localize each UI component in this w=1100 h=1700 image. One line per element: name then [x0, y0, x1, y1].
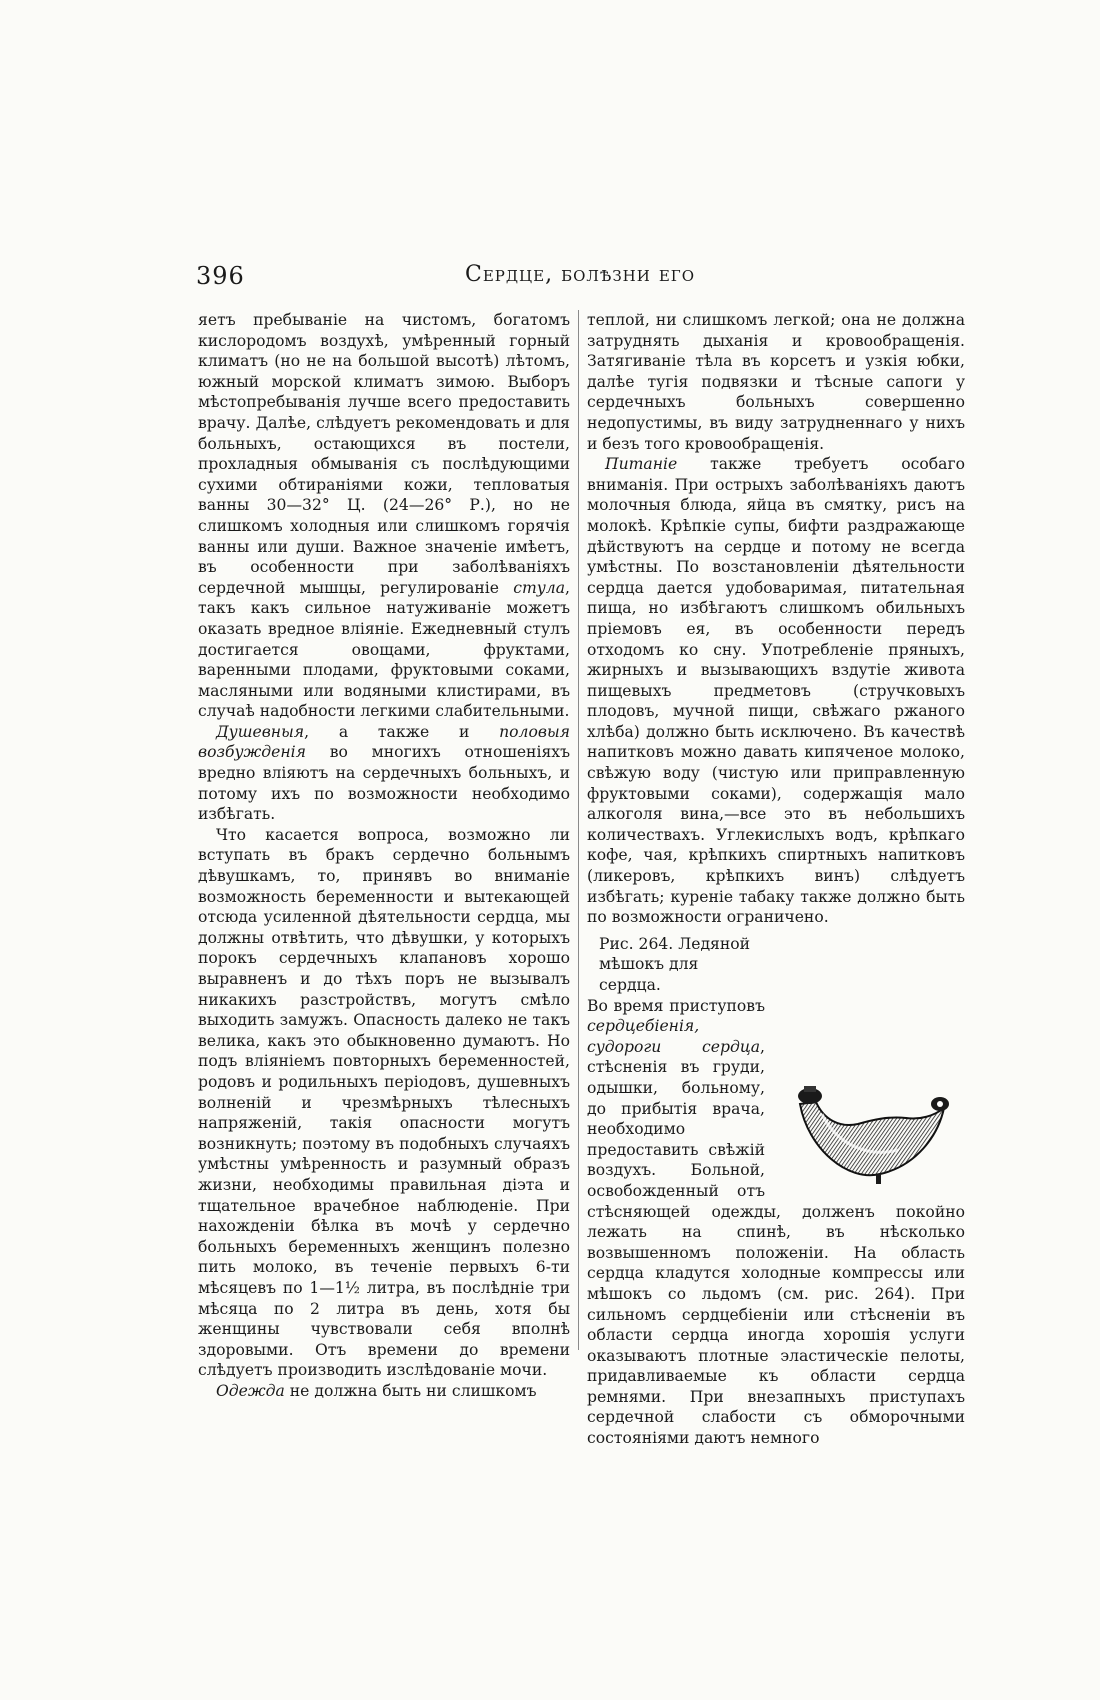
- paragraph-nutrition: Питаніе также требуетъ особаго вниманія. При острыхъ заболѣваніяхъ даютъ молочныя блюда, яйца въ смятку, рисъ на молокѣ. Крѣпкіе супы, бифти раздражающе дѣйствуютъ на сердце и потому не всегда умѣстны. По возстановленіи дѣятельности сердца дается удобоваримая, питательная пища, но избѣгаютъ слишкомъ обильныхъ пріемовъ ея, въ особенности передъ отходомъ ко сну. Употребленіе пряныхъ, жирныхъ и вызывающихъ вздутіе живота пищевыхъ предметовъ (стручковыхъ плодовъ, мучной пищи, свѣжаго ржаного хлѣба) должно быть исключено. Въ качествѣ напитковъ можно давать кипяченое молоко, свѣжую воду (чистую или приправленную фруктовыми соками), содержащія мало алкоголя вина,—все это въ небольшихъ количествахъ. Углекислыхъ водъ, крѣпкаго кофе, чая, крѣпкихъ спиртныхъ напитковъ (ликеровъ, крѣпкихъ винъ) слѣдуетъ избѣгать; куреніе табаку также должно быть по возможности ограничено.: [587, 455, 965, 927]
- ice-bag-illustration: [788, 1074, 958, 1194]
- emphasis-stool: стула: [513, 578, 566, 597]
- page-header: [196, 262, 964, 302]
- paragraph-stay-and-bathing: яетъ пребываніе на чистомъ, богатомъ кислородомъ воздухѣ, умѣренный горный климатъ (но не на большой высотѣ) лѣтомъ, южный морской климатъ зимою. Выборъ мѣстопребыванія лучше всего предоставить врачу. Далѣе, слѣдуетъ рекомендовать и для больныхъ, остающихся въ постели, прохладныя обмыванія съ послѣдующими сухими обтираніями кожи, тепловатыя ванны 30—32° Ц. (24—26° Р.), но не слишкомъ холодныя или слишкомъ горячія ванны или души. Важное значеніе имѣетъ, въ особенности при заболѣваніяхъ сердечной мышцы, регулированіе стула, такъ какъ сильное натуживаніе можетъ оказать вредное вліяніе. Ежедневный стулъ достигается овощами, фруктами, варенными плодами, фруктовыми соками, масляными или водяными клистирами, въ случаѣ надобности легкими слабительными.: [198, 311, 570, 721]
- paragraph-emotions: Душевныя, а также и половыя возбужденія во многихъ отношеніяхъ вредно вліяютъ на сердечныхъ больныхъ, и потому ихъ по возможности необходимо избѣгать.: [198, 722, 570, 824]
- right-column: теплой, ни слишкомъ легкой; она не должна затруднять дыханія и кровообращенія. Затягиваніе тѣла въ корсетъ и узкія юбки, далѣе тугія подвязки и тѣсные сапоги у сердечныхъ больныхъ совершенно недопустимы, въ виду затрудненнаго у нихъ и безъ того кровообращенія. Питаніе также требуетъ особаго вниманія. При острыхъ заболѣваніяхъ даютъ молочныя блюда, яйца въ смятку, рисъ на молокѣ. Крѣпкіе супы, бифти раздражающе дѣйствуютъ на сердце и потому не всегда умѣстны. По возстановленіи дѣятельности сердца дается удобоваримая, питательная пища, но избѣгаютъ слишкомъ обильныхъ пріемовъ ея, въ особенности передъ отходомъ ко сну. Употребленіе пряныхъ, жирныхъ и вызывающихъ вздутіе живота пищевыхъ предметовъ (стручковыхъ плодовъ, мучной пищи, свѣжаго ржаного хлѣба) должно быть исключено. Въ качествѣ напитковъ можно давать кипяченое молоко, свѣжую воду (чистую или приправленную фруктовыми соками), содержащія мало алкоголя вина,—все это въ небольшихъ количествахъ. Углекислыхъ водъ, крѣпкаго кофе, чая, крѣпкихъ спиртныхъ напитковъ (ликеровъ, крѣпкихъ винъ) слѣдуетъ избѣгать; куреніе табаку также должно быть по возможности ограничено. Рис. 264. Ледяной мѣшокъ для сердца. Во время приступовъ сердцебіенія, судороги сердца, стѣсненія въ груди, одышки, больному, до прибытія врача, необходимо предоставить свѣжій воздухъ. Больной, освобожденный отъ стѣсняющей одежды, долженъ покойно лежать на спинѣ, въ нѣсколько возвышенномъ положеніи. На область сердца кладутся холодные компрессы или мѣшокъ со льдомъ (см. рис. 264). При сильномъ сердцебіеніи или стѣсненіи въ области сердца иногда хорошія услуги оказываютъ плотные эластическіе пелоты, придавливаемые къ области сердца ремнями. При внезапныхъ приступахъ сердечной слабости съ обморочными состояніями даютъ немного: [587, 310, 965, 1449]
- emphasis-palpitations: сердцебіенія, судороги сердца: [587, 1017, 761, 1056]
- column-divider: [578, 310, 579, 1350]
- page-number: 396: [196, 262, 245, 290]
- left-column: [198, 310, 570, 1401]
- emphasis-sexual-excitement: половыя возбужденія: [198, 722, 570, 762]
- figure-264: [773, 1070, 973, 1194]
- paragraph-clothing-start: Одежда не должна быть ни слишкомъ: [216, 1381, 537, 1400]
- emphasis-clothing: Одежда: [216, 1381, 285, 1400]
- figure-caption: Рис. 264. Ледяной мѣшокъ для сердца.: [599, 934, 751, 994]
- running-title: Сердце, болѣзни его: [464, 262, 696, 287]
- paragraph-clothing-end: теплой, ни слишкомъ легкой; она не должна затруднять дыханія и кровообращенія. Затягиваніе тѣла въ корсетъ и узкія юбки, далѣе тугія подвязки и тѣсные сапоги у сердечныхъ больныхъ совершенно недопустимы, въ виду затрудненнаго у нихъ и безъ того кровообращенія.: [587, 311, 965, 453]
- emphasis-emotional: Душевныя: [216, 722, 305, 741]
- emphasis-nutrition: Питаніе: [605, 455, 678, 474]
- paragraph-marriage: Что касается вопроса, возможно ли вступать въ бракъ сердечно больнымъ дѣвушкамъ, то, принявъ во вниманіе возможность беременности и вытекающей отсюда усиленной дѣятельности сердца, мы должны отвѣтить, что дѣвушки, у которыхъ порокъ сердечныхъ клапановъ хорошо выравненъ и до тѣхъ поръ не вызывалъ никакихъ разстройствъ, могутъ смѣло выходить замужъ. Опасность далеко не такъ велика, какъ это обыкновенно думаютъ. Но подъ вліяніемъ повторныхъ беременностей, родовъ и родильныхъ періодовъ, душевныхъ волненій и чрезмѣрныхъ тѣлесныхъ напряженій, такія опасности могутъ возникнуть; поэтому въ подобныхъ случаяхъ умѣстны умѣренность и разумный образъ жизни, необходимы правильная діэта и тщательное врачебное наблюденіе. При нахожденіи бѣлка въ мочѣ у сердечно больныхъ беременныхъ женщинъ полезно пить молоко, въ теченіе первыхъ 6-ти мѣсяцевъ по 1—1½ литра, въ послѣдніе три мѣсяца по 2 литра въ день, хотя бы женщины чувствовали себя вполнѣ здоровыми. Отъ времени до времени слѣдуетъ производить изслѣдованіе мочи.: [198, 825, 570, 1380]
